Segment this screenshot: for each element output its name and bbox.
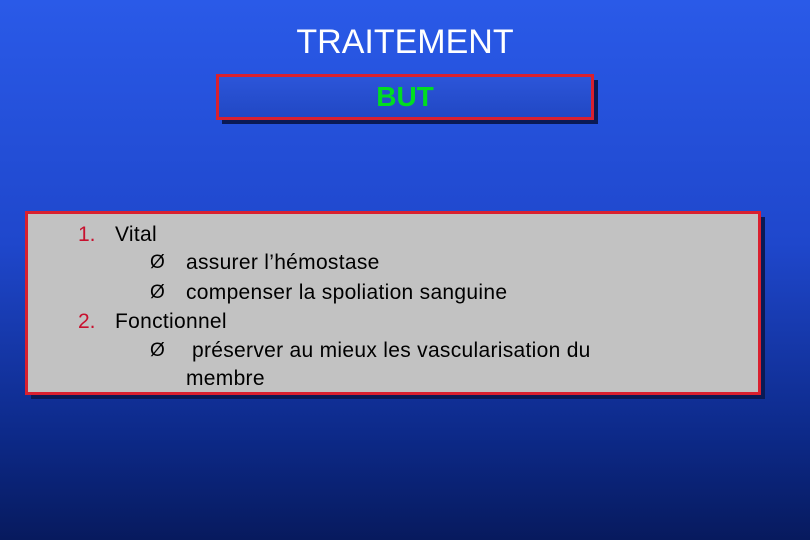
list-subitem-continuation: membre (186, 367, 265, 390)
content-box (25, 211, 761, 395)
subtitle-box (216, 74, 594, 120)
list-item-label: Vital (115, 223, 157, 246)
list-subitem: assurer l’hémostase (186, 251, 380, 274)
arrow-bullet-icon: Ø (150, 252, 165, 273)
arrow-bullet-icon: Ø (150, 340, 165, 361)
list-number: 2. (78, 310, 96, 333)
subtitle-text: BUT (376, 81, 434, 112)
list-subitem: compenser la spoliation sanguine (186, 281, 508, 304)
list-number: 1. (78, 223, 96, 246)
list-item-label: Fonctionnel (115, 310, 227, 333)
slide-title: TRAITEMENT (296, 23, 514, 61)
arrow-bullet-icon: Ø (150, 282, 165, 303)
list-subitem: préserver au mieux les vascularisation du (192, 339, 591, 362)
